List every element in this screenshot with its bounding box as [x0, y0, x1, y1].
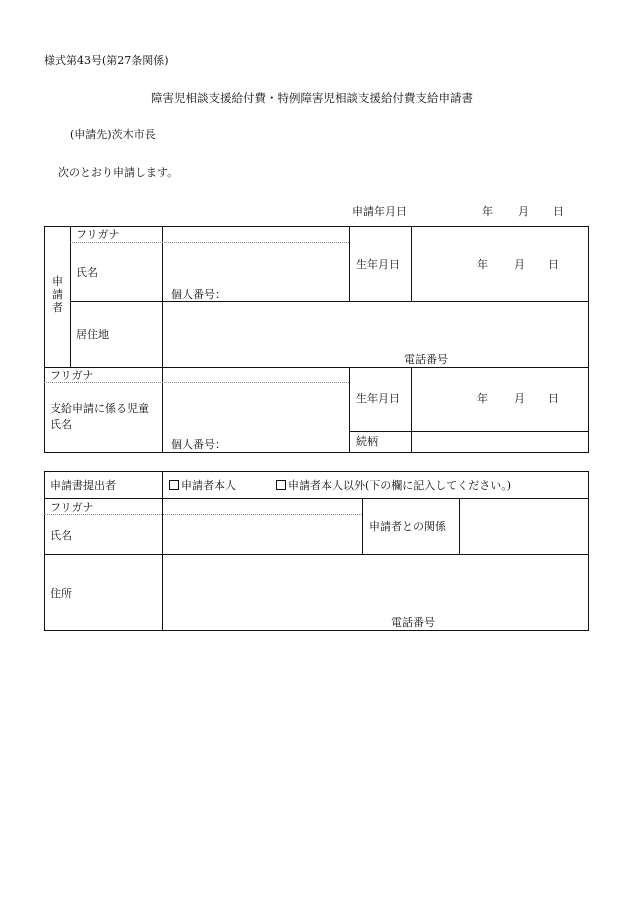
- applicant-birth-year[interactable]: 年: [477, 258, 488, 271]
- child-birth-month[interactable]: 月: [514, 392, 525, 405]
- child-birth-year[interactable]: 年: [477, 392, 488, 405]
- child-name-label-line1: 支給申請に係る児童: [50, 402, 149, 415]
- application-date-year[interactable]: 年: [482, 205, 493, 218]
- application-date-label: 申請年月日: [352, 205, 407, 218]
- submitter-option-other[interactable]: [276, 480, 511, 491]
- child-furigana-field[interactable]: [163, 368, 349, 382]
- form-title: 障害児相談支援給付費・特例障害児相談支援給付費支給申請書: [151, 91, 473, 105]
- submitter-name-field[interactable]: [163, 515, 362, 554]
- applicant-birth-day[interactable]: 日: [548, 258, 559, 271]
- submitter-address-label: 住所: [50, 587, 72, 600]
- child-name-label-line2: 氏名: [50, 418, 72, 431]
- applicant-section-label-char2: 請: [52, 288, 63, 301]
- submitter-option-self-label: 申請者本人: [181, 479, 236, 492]
- applicant-phone-label: 電話番号: [404, 353, 448, 366]
- child-relationship-label: 続柄: [356, 435, 378, 448]
- addressee: (申請先)茨木市長: [70, 128, 156, 141]
- application-date-day[interactable]: 日: [553, 205, 564, 218]
- applicant-section-label-char3: 者: [52, 301, 63, 314]
- applicant-birthdate-label: 生年月日: [356, 258, 400, 271]
- application-date-month[interactable]: 月: [518, 205, 529, 218]
- applicant-section-label-char1: 申: [52, 275, 63, 288]
- submitter-relation-label: 申請者との関係: [369, 520, 446, 533]
- applicant-address-label: 居住地: [76, 328, 109, 341]
- child-birth-day[interactable]: 日: [548, 392, 559, 405]
- applicant-individual-number-label: 個人番号：: [171, 288, 226, 301]
- checkbox-icon[interactable]: [276, 480, 286, 490]
- form-number: 様式第43号(第27条関係): [44, 54, 169, 67]
- applicant-furigana-field[interactable]: [163, 227, 349, 242]
- submitter-label: 申請書提出者: [50, 479, 116, 492]
- submitter-option-other-label: 申請者本人以外(下の欄に記入してください。): [288, 479, 512, 492]
- applicant-address-field[interactable]: [163, 302, 588, 367]
- submitter-address-field[interactable]: [163, 555, 588, 630]
- submitter-furigana-field[interactable]: [163, 499, 362, 514]
- applicant-birth-month[interactable]: 月: [514, 258, 525, 271]
- submitter-furigana-label: フリガナ: [50, 501, 94, 514]
- applicant-furigana-label: フリガナ: [76, 228, 120, 241]
- submitter-option-self[interactable]: [169, 480, 236, 491]
- submitter-relation-field[interactable]: [460, 499, 588, 554]
- submitter-phone-label: 電話番号: [391, 616, 435, 629]
- submitter-name-label: 氏名: [50, 529, 72, 542]
- applicant-name-label: 氏名: [76, 266, 98, 279]
- child-individual-number-label: 個人番号：: [171, 438, 226, 451]
- child-furigana-label: フリガナ: [50, 369, 94, 382]
- child-birthdate-label: 生年月日: [356, 392, 400, 405]
- child-relationship-field[interactable]: [412, 432, 588, 452]
- intro-text: 次のとおり申請します。: [58, 166, 179, 179]
- checkbox-icon[interactable]: [169, 480, 179, 490]
